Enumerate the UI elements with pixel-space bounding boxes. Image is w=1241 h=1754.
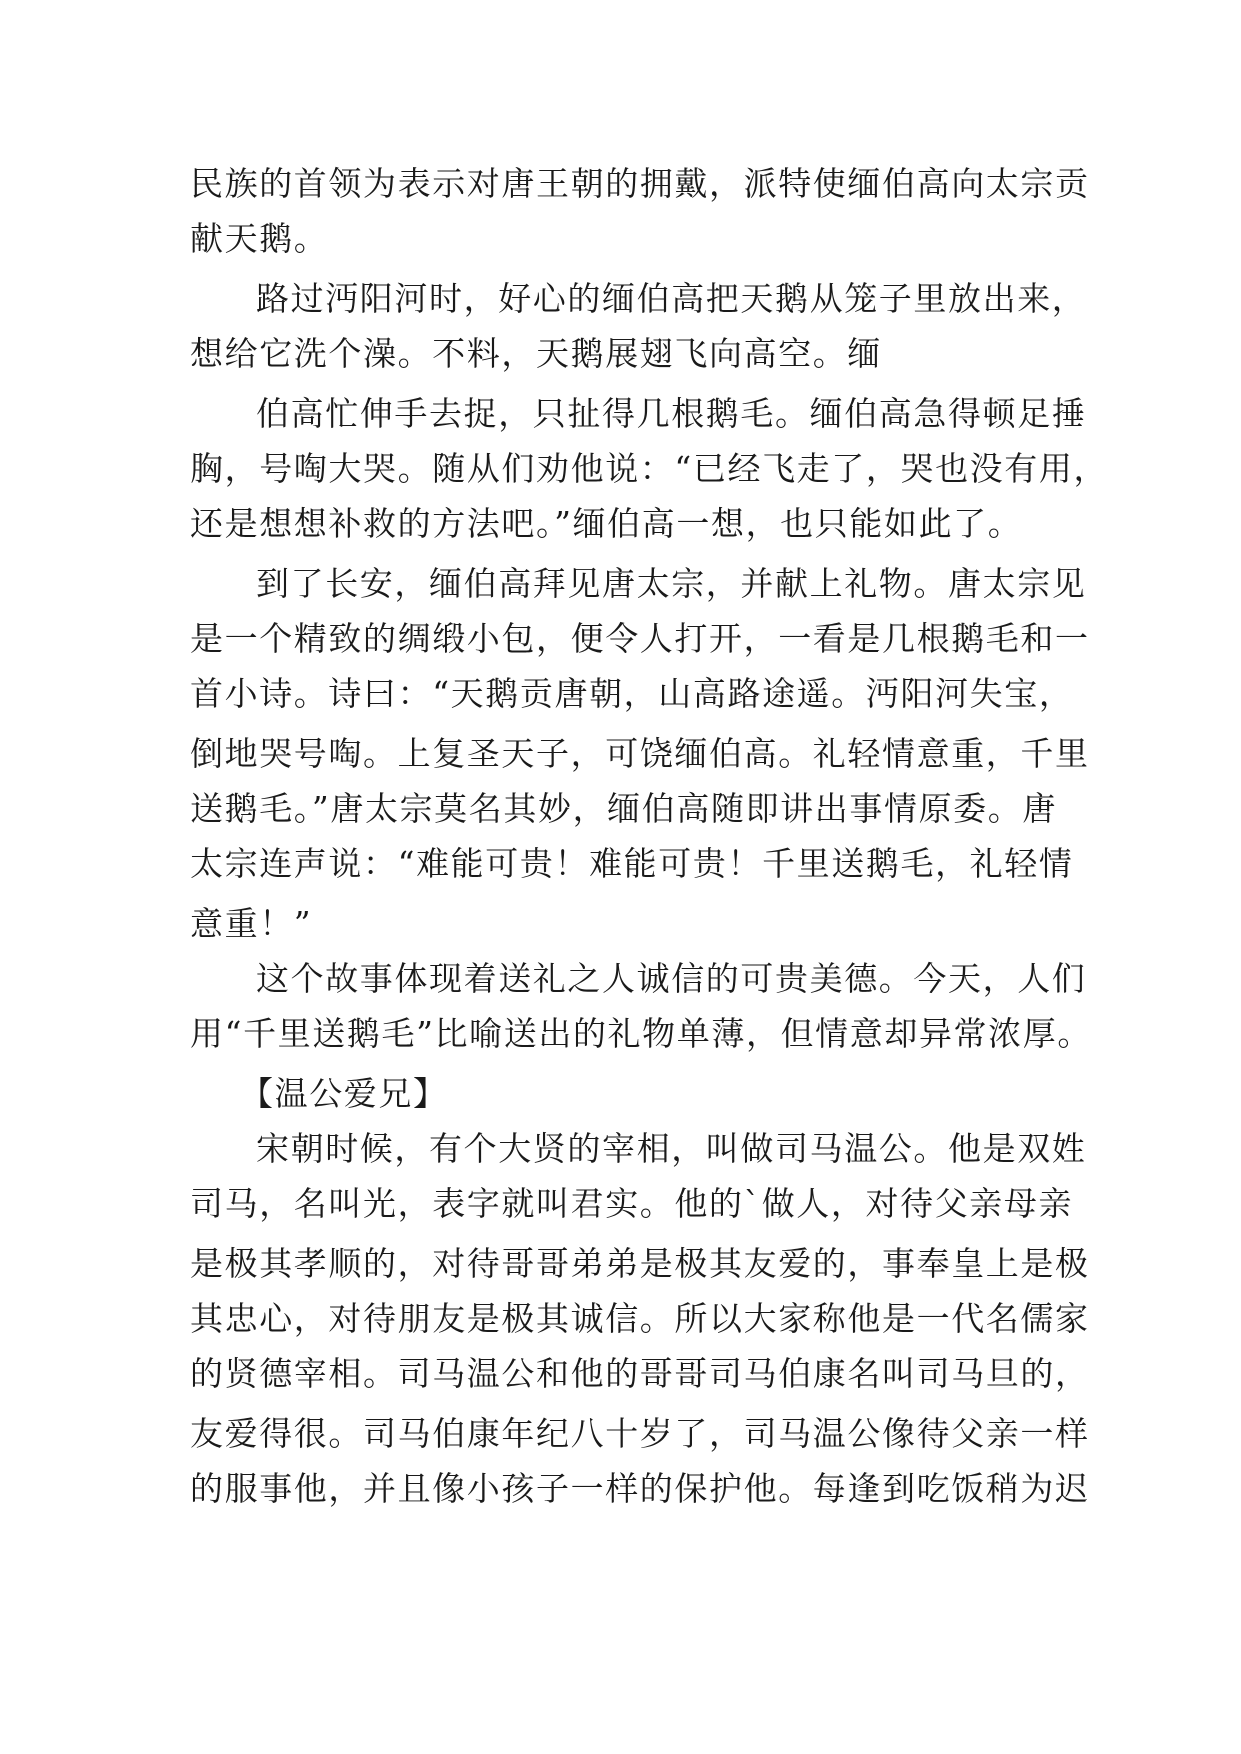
- text-line: 的贤德宰相。司马温公和他的哥哥司马伯康名叫司马旦的，: [190, 1354, 1090, 1393]
- text-line: 还是想想补救的方法吧。”缅伯高一想，也只能如此了。: [190, 504, 1023, 543]
- text-line: 胸，号啕大哭。随从们劝他说：“已经飞走了，哭也没有用，: [190, 449, 1109, 488]
- section-heading: 【温公爱兄】: [240, 1074, 448, 1113]
- text-line: 首小诗。诗曰：“天鹅贡唐朝，山高路途遥。沔阳河失宝，: [190, 674, 1074, 713]
- text-line: 太宗连声说：“难能可贵！难能可贵！千里送鹅毛，礼轻情: [190, 844, 1074, 883]
- text-line: 友爱得很。司马伯康年纪八十岁了，司马温公像待父亲一样: [190, 1414, 1090, 1453]
- text-line: 意重！”: [190, 904, 313, 943]
- text-line: 司马，名叫光，表字就叫君实。他的`做人，对待父亲母亲: [190, 1184, 1074, 1223]
- text-line: 是一个精致的绸缎小包，便令人打开，一看是几根鹅毛和一: [190, 619, 1090, 658]
- text-line: 想给它洗个澡。不料，天鹅展翅飞向高空。缅: [190, 334, 882, 373]
- paragraph-start-line: 路过沔阳河时，好心的缅伯高把天鹅从笼子里放出来，: [256, 279, 1087, 318]
- text-line: 的服事他，并且像小孩子一样的保护他。每逢到吃饭稍为迟: [190, 1469, 1090, 1508]
- text-line: 其忠心，对待朋友是极其诚信。所以大家称他是一代名儒家: [190, 1299, 1090, 1338]
- paragraph-start-line: 宋朝时候，有个大贤的宰相，叫做司马温公。他是双姓: [256, 1129, 1087, 1168]
- text-line: 用“千里送鹅毛”比喻送出的礼物单薄，但情意却异常浓厚。: [190, 1014, 1092, 1053]
- text-line: 送鹅毛。”唐太宗莫名其妙，缅伯高随即讲出事情原委。唐: [190, 789, 1057, 828]
- text-line: 倒地哭号啕。上复圣天子，可饶缅伯高。礼轻情意重，千里: [190, 734, 1090, 773]
- text-line: 民族的首领为表示对唐王朝的拥戴，派特使缅伯高向太宗贡: [190, 164, 1090, 203]
- paragraph-start-line: 到了长安，缅伯高拜见唐太宗，并献上礼物。唐太宗见: [256, 564, 1087, 603]
- text-line: 是极其孝顺的，对待哥哥弟弟是极其友爱的，事奉皇上是极: [190, 1244, 1090, 1283]
- paragraph-start-line: 这个故事体现着送礼之人诚信的可贵美德。今天，人们: [256, 959, 1087, 998]
- text-line: 献天鹅。: [190, 219, 329, 258]
- paragraph-start-line: 伯高忙伸手去捉，只扯得几根鹅毛。缅伯高急得顿足捶: [256, 394, 1087, 433]
